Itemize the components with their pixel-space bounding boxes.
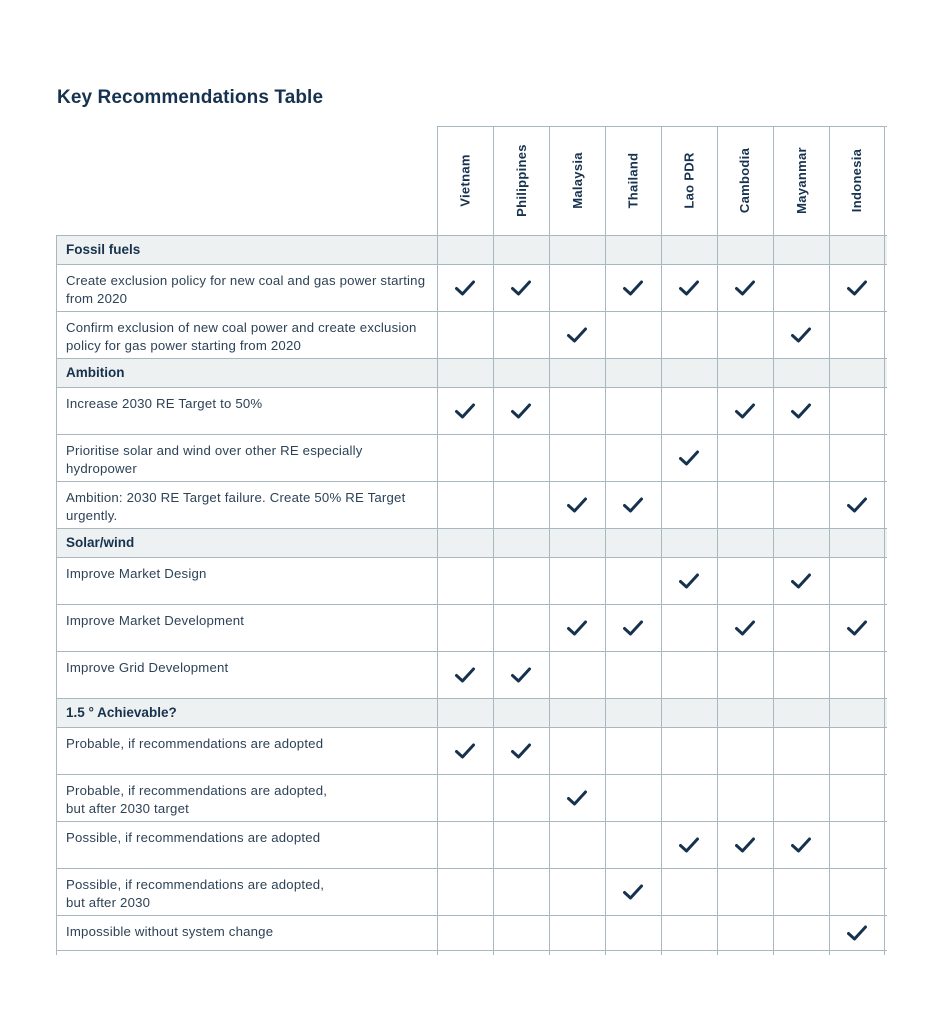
column-header-label: Vietnam [457,154,473,207]
column-header-label: Mayanmar [793,147,809,214]
row-label: Impossible without system change [66,924,274,939]
row-label: Create exclusion policy for new coal and gas power starting from 2020 [66,273,426,306]
row-label: Prioritise solar and wind over other RE especially hydropower [66,443,363,476]
column-header-label: Philippines [513,144,529,217]
row-label: Possible, if recommendations are adopted [66,830,321,845]
row-label: Possible, if recommendations are adopted, but after 2030 [66,877,325,910]
column-header-label: Thailand [625,152,641,209]
row-label: Improve Market Design [66,566,207,581]
column-header-label: Lao PDR [681,152,697,209]
section-header: Fossil fuels [66,242,141,257]
recommendations-table [56,126,887,955]
row-label: Probable, if recommendations are adopted [66,736,324,751]
row-label: Confirm exclusion of new coal power and create exclusion policy for gas power starting from 2020 [66,320,417,353]
column-header-label: Malaysia [569,152,585,209]
column-header-label: Indonesia [849,148,865,213]
section-header: 1.5 ° Achievable? [66,705,177,720]
row-label: Increase 2030 RE Target to 50% [66,396,263,411]
column-header-label: Cambodia [737,147,753,214]
row-label: Improve Grid Development [66,660,229,675]
row-label: Improve Market Development [66,613,245,628]
page-title: Key Recommendations Table [57,87,324,108]
row-label: Ambition: 2030 RE Target failure. Create 50% RE Target urgently. [66,490,406,523]
section-header: Ambition [66,365,125,380]
table-grid [56,126,887,955]
section-header: Solar/wind [66,535,135,550]
row-label: Probable, if recommendations are adopted, but after 2030 target [66,783,328,816]
